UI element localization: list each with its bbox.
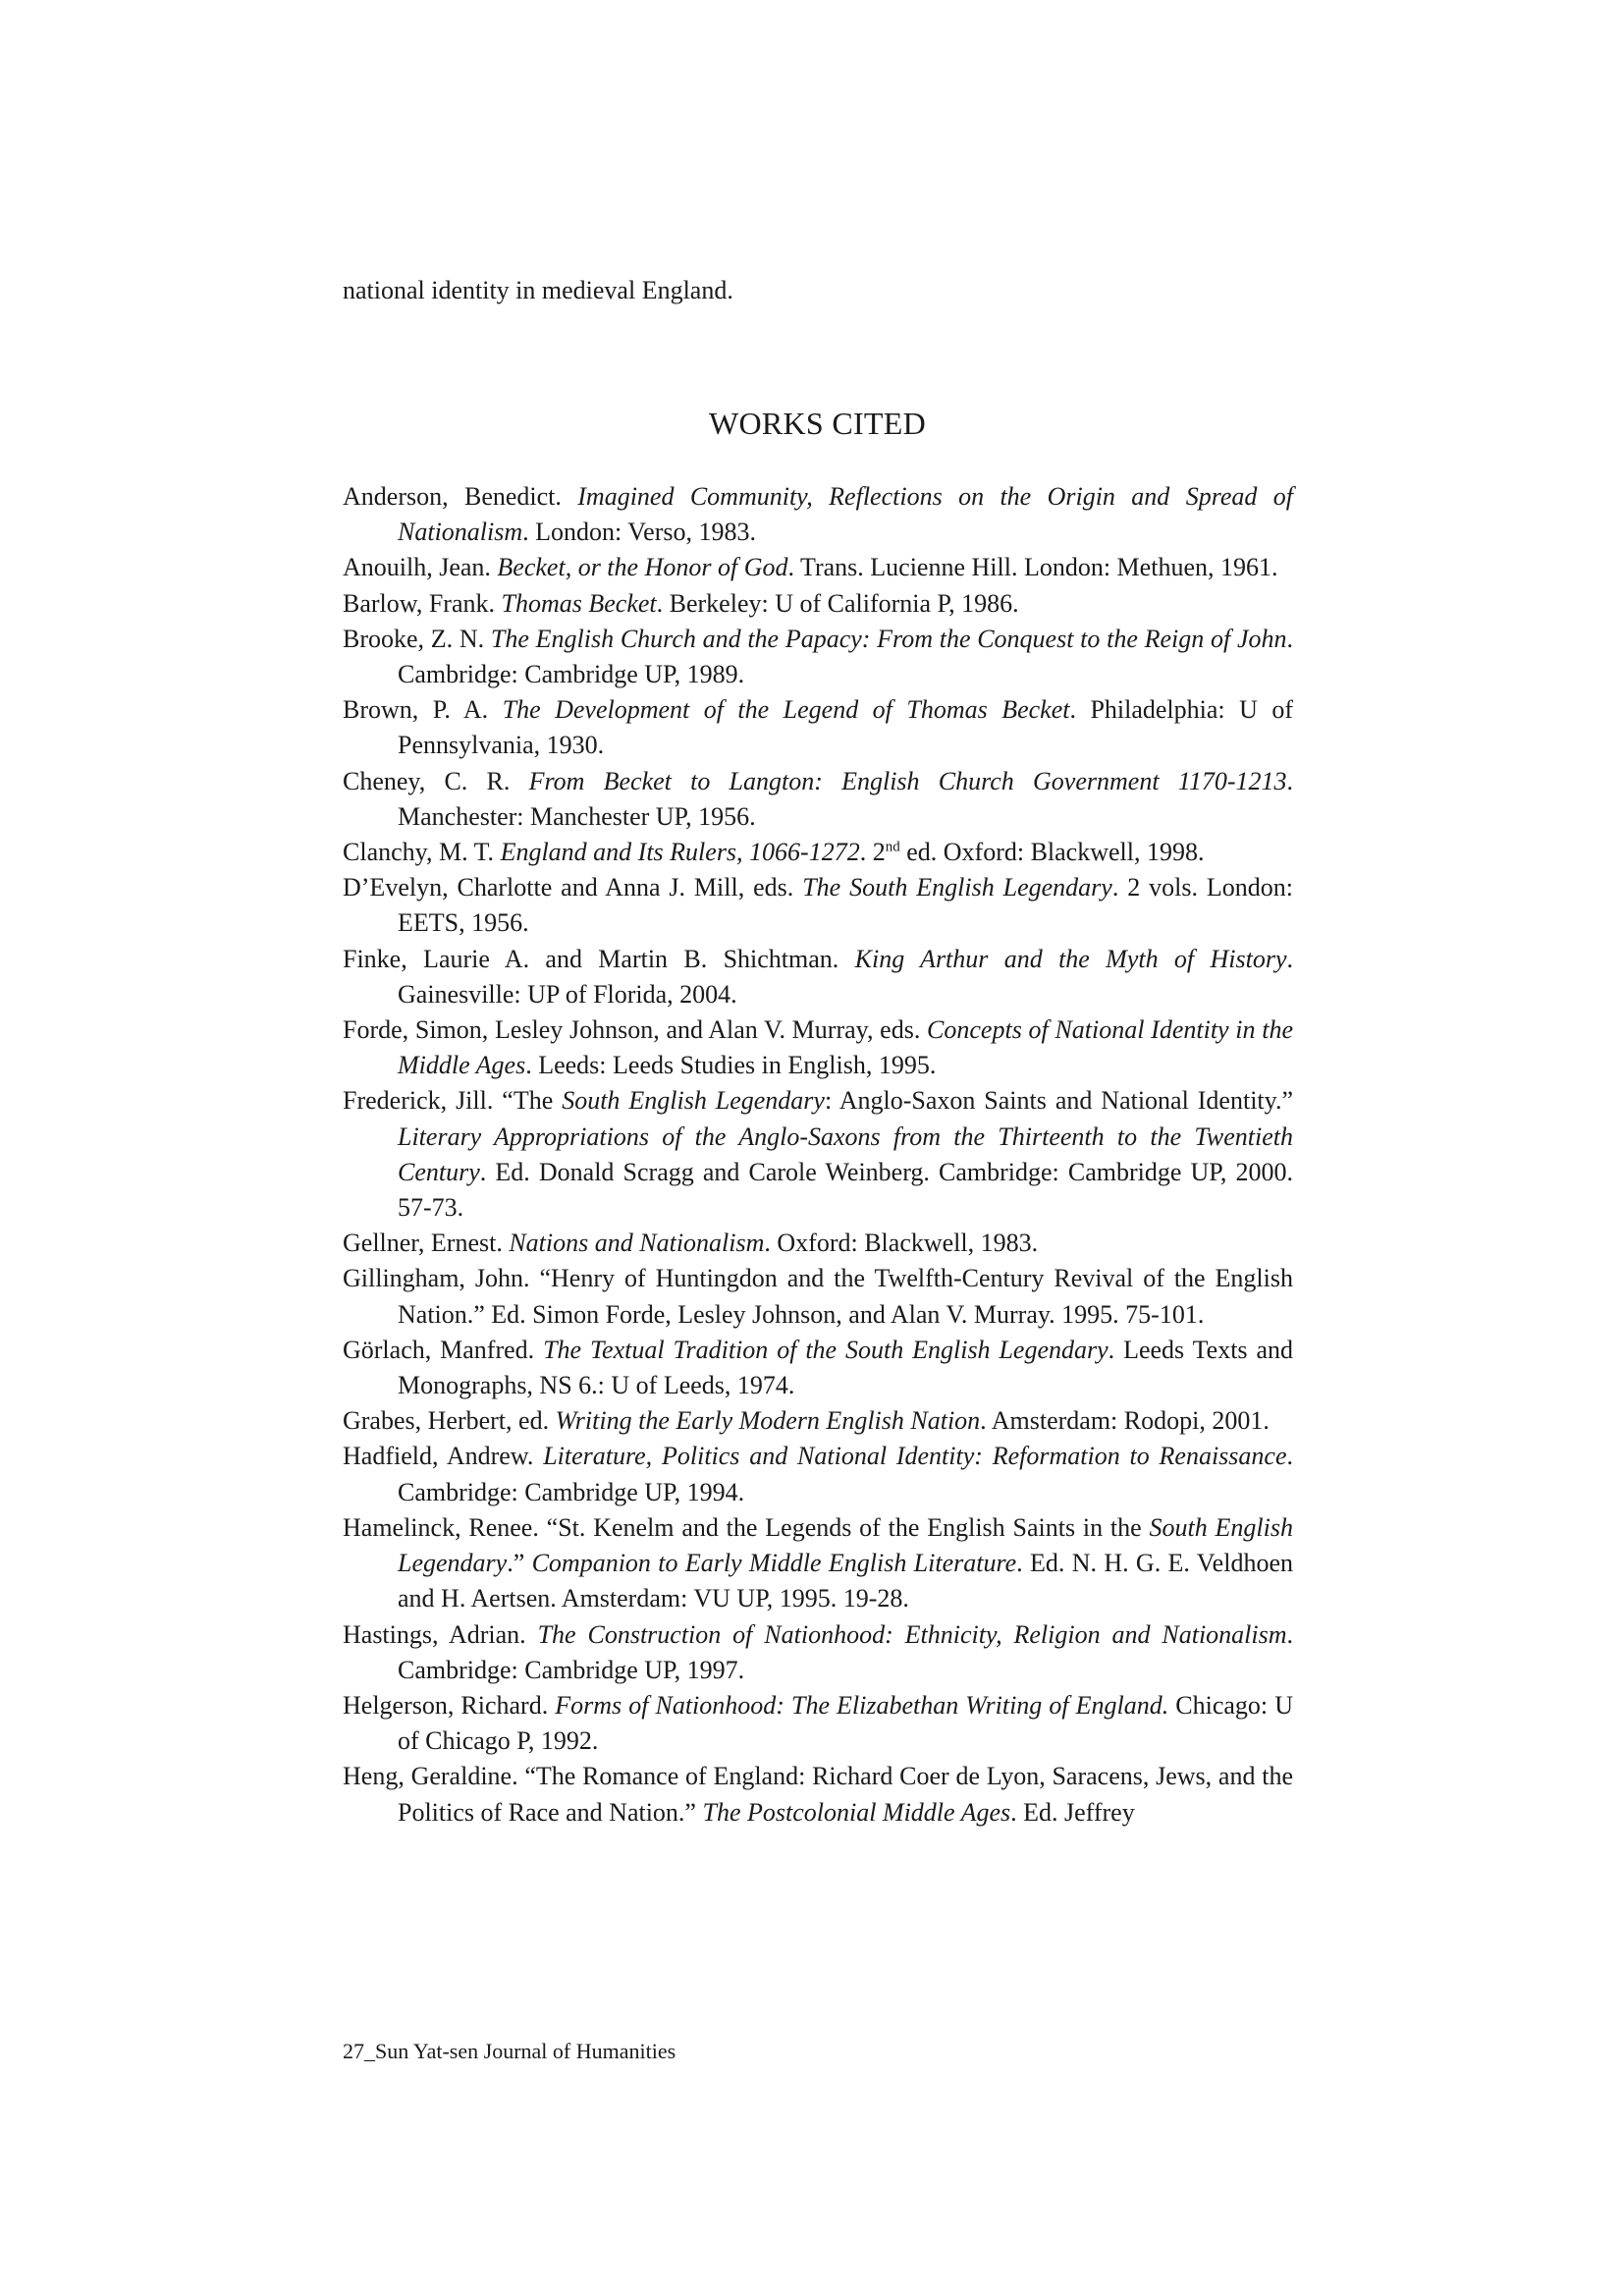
reference-text: . Oxford: Blackwell, 1983.	[764, 1229, 1039, 1258]
reference-entry	[343, 1261, 1293, 1332]
reference-title: The South English Legendary	[802, 873, 1112, 902]
reference-superscript: nd	[885, 839, 900, 855]
reference-text: Finke, Laurie A. and Martin B. Shichtman.	[343, 944, 855, 973]
reference-title: South English Legendary	[562, 1086, 825, 1116]
reference-text: Brown, P. A.	[343, 695, 503, 725]
reference-text: . Cambridge: Cambridge UP, 1989.	[398, 624, 1294, 689]
reference-entry	[343, 835, 1293, 870]
reference-text: Clanchy, M. T.	[343, 838, 501, 867]
reference-entry	[343, 550, 1293, 585]
reference-title: The Development of the Legend of Thomas Becket	[502, 695, 1070, 725]
reference-text: Gellner, Ernest.	[343, 1229, 510, 1258]
reference-text: Anouilh, Jean.	[343, 553, 498, 582]
reference-entry	[343, 692, 1293, 763]
reference-title: Nations and Nationalism	[509, 1229, 765, 1258]
reference-entry	[343, 479, 1293, 550]
reference-entry	[343, 1510, 1293, 1617]
reference-text: . Ed. Donald Scragg and Carole Weinberg. Cambridge: Cambridge UP, 2000. 57-73.	[398, 1157, 1293, 1223]
reference-entry	[343, 1333, 1293, 1403]
reference-title: England and Its Rulers, 1066-1272	[500, 838, 860, 867]
reference-text: . Trans. Lucienne Hill. London: Methuen, 1961.	[787, 553, 1278, 582]
reference-text: . Ed. Jeffrey	[1010, 1797, 1135, 1827]
reference-entry	[343, 1617, 1293, 1688]
reference-list	[343, 479, 1293, 1831]
reference-text: Frederick, Jill. “The	[343, 1086, 563, 1116]
reference-entry	[343, 1688, 1293, 1759]
reference-text: .”	[507, 1549, 532, 1578]
reference-title: Literature, Politics and National Identity: Reformation to Renaissance	[543, 1442, 1287, 1471]
reference-entry	[343, 870, 1293, 941]
reference-text: . Manchester: Manchester UP, 1956.	[398, 766, 1293, 831]
reference-text: Brooke, Z. N.	[343, 624, 491, 653]
reference-title: The Construction of Nationhood: Ethnicity, Religion and Nationalism	[537, 1619, 1287, 1649]
reference-title: Forms of Nationhood: The Elizabethan Writing of England.	[555, 1690, 1169, 1720]
reference-text: Anderson, Benedict.	[343, 482, 578, 511]
reference-entry	[343, 1439, 1293, 1509]
reference-title: Companion to Early Middle English Literature	[531, 1549, 1017, 1578]
reference-title: Literary Appropriations of the Anglo-Saxons from the Thirteenth to the Twentieth Century	[398, 1121, 1293, 1186]
works-cited-heading: WORKS CITED	[708, 406, 927, 441]
reference-title: Imagined Community, Reflections on the Origin and Spread of Nationalism	[398, 482, 1293, 547]
reference-text: . Cambridge: Cambridge UP, 1994.	[398, 1442, 1293, 1506]
reference-title: King Arthur and the Myth of History	[854, 944, 1287, 973]
reference-title: Writing the Early Modern English Nation	[555, 1406, 981, 1436]
reference-text: . Ed. N. H. G. E. Veldhoen and H. Aertsen. Amsterdam: VU UP, 1995. 19-28.	[398, 1549, 1293, 1613]
reference-entry	[343, 1012, 1293, 1083]
reference-text: Forde, Simon, Lesley Johnson, and Alan V. Murray, eds.	[343, 1015, 928, 1045]
reference-title: From Becket to Langton: English Church Government 1170-1213	[528, 766, 1287, 795]
reference-title: The Textual Tradition of the South English Legendary	[543, 1335, 1108, 1364]
reference-text: Hamelinck, Renee. “St. Kenelm and the Legends of the English Saints in the	[343, 1512, 1150, 1542]
reference-text: Gillingham, John. “Henry of Huntingdon and the Twelfth-Century Revival of the English Nation.” Ed. Simon Forde, Lesley Johnson, and Alan V. Murray. 1995. 75-101.	[343, 1264, 1293, 1329]
reference-text: Görlach, Manfred.	[343, 1335, 544, 1364]
reference-text: : Anglo-Saxon Saints and National Identity.”	[824, 1086, 1293, 1116]
reference-entry	[343, 586, 1293, 622]
reference-text: . 2 vols. London: EETS, 1956.	[398, 873, 1293, 938]
page-footer: 27_Sun Yat-sen Journal of Humanities	[343, 2039, 676, 2063]
reference-text: . Leeds: Leeds Studies in English, 1995.	[525, 1051, 937, 1080]
reference-text: . Gainesville: UP of Florida, 2004.	[398, 944, 1293, 1009]
reference-entry	[343, 1226, 1293, 1261]
reference-title: The Postcolonial Middle Ages	[702, 1797, 1011, 1827]
reference-entry	[343, 622, 1293, 692]
reference-text: . Leeds Texts and Monographs, NS 6.: U of Leeds, 1974.	[398, 1335, 1293, 1400]
reference-text: . Amsterdam: Rodopi, 2001.	[980, 1406, 1270, 1436]
reference-text: Hadfield, Andrew.	[343, 1442, 544, 1471]
reference-text: Hastings, Adrian.	[343, 1619, 538, 1649]
reference-text: ed. Oxford: Blackwell, 1998.	[899, 838, 1205, 867]
reference-title: Thomas Becket	[501, 588, 657, 618]
reference-entry	[343, 1403, 1293, 1439]
reference-entry	[343, 764, 1293, 835]
reference-text: . 2	[859, 838, 886, 867]
reference-entry	[343, 942, 1293, 1012]
reference-title: The English Church and the Papacy: From the Conquest to the Reign of John	[490, 624, 1287, 653]
reference-title: Becket, or the Honor of God	[497, 553, 788, 582]
reference-text: Helgerson, Richard.	[343, 1690, 556, 1720]
reference-text: Chicago: U of Chicago P, 1992.	[398, 1690, 1293, 1756]
reference-text: . Berkeley: U of California P, 1986.	[656, 588, 1019, 618]
reference-title: South English Legendary	[398, 1512, 1293, 1578]
reference-text: Cheney, C. R.	[343, 766, 529, 795]
reference-entry	[343, 1083, 1293, 1226]
reference-text: Heng, Geraldine. “The Romance of England: Richard Coer de Lyon, Saracens, Jews, and the Politics of Race and Nation.”	[343, 1762, 1293, 1827]
reference-title: Concepts of National Identity in the Middle Ages	[398, 1015, 1293, 1080]
reference-text: Barlow, Frank.	[343, 588, 502, 618]
reference-text: Grabes, Herbert, ed.	[343, 1406, 556, 1436]
carryover-text: national identity in medieval England.	[343, 276, 733, 304]
reference-text: . London: Verso, 1983.	[522, 518, 756, 547]
reference-text: . Philadelphia: U of Pennsylvania, 1930.	[398, 695, 1294, 760]
reference-text: . Cambridge: Cambridge UP, 1997.	[398, 1619, 1294, 1684]
reference-text: D’Evelyn, Charlotte and Anna J. Mill, eds.	[343, 873, 803, 902]
reference-entry	[343, 1759, 1293, 1830]
